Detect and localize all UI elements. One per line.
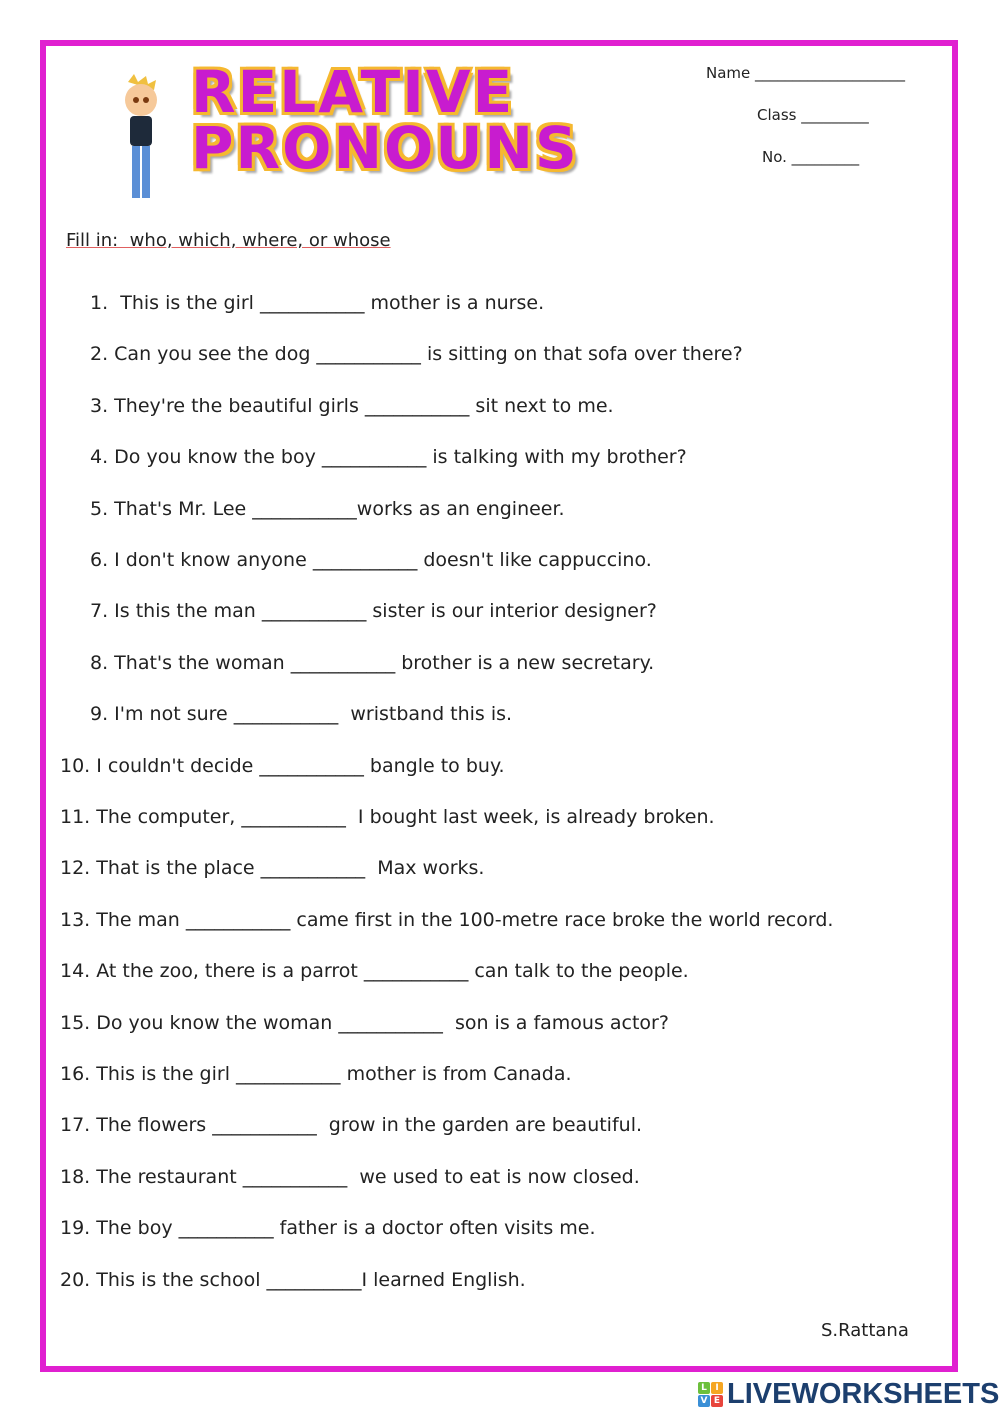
question-8: 8. That's the woman ___________ brother is a new secretary.: [90, 651, 655, 674]
question-11: 11. The computer, ___________ I bought last week, is already broken.: [60, 806, 715, 828]
question-9: 9. I'm not sure ___________ wristband this is.: [90, 703, 513, 726]
instruction: Fill in: who, which, where, or whose: [66, 230, 391, 251]
question-1: 1. This is the girl ___________ mother is a nurse.: [90, 292, 545, 314]
question-17: 17. The flowers ___________ grow in the garden are beautiful.: [60, 1114, 643, 1137]
question-12: 12. That is the place ___________ Max works.: [60, 857, 485, 880]
question-20: 20. This is the school __________I learned English.: [60, 1268, 526, 1291]
cartoon-boy-icon: [116, 74, 166, 204]
question-4: 4. Do you know the boy ___________ is talking with my brother?: [90, 446, 687, 469]
logo-letter: V: [698, 1395, 710, 1407]
name-field[interactable]: Name ____________________: [706, 64, 906, 82]
question-2: 2. Can you see the dog ___________ is sitting on that sofa over there?: [90, 343, 743, 366]
question-14: 14. At the zoo, there is a parrot ___________ can talk to the people.: [60, 960, 689, 983]
question-19: 19. The boy __________ father is a doctor often visits me.: [60, 1217, 596, 1240]
question-6: 6. I don't know anyone ___________ doesn't like cappuccino.: [90, 549, 652, 571]
worksheet-frame: [40, 40, 958, 1372]
question-5: 5. That's Mr. Lee ___________works as an engineer.: [90, 497, 565, 520]
title-line-2: PRONOUNS: [191, 114, 579, 182]
class-field[interactable]: Class _________: [757, 106, 869, 124]
question-18: 18. The restaurant ___________ we used to eat is now closed.: [60, 1165, 640, 1188]
number-field[interactable]: No. _________: [762, 148, 860, 166]
question-15: 15. Do you know the woman ___________ son is a famous actor?: [60, 1011, 669, 1034]
liveworksheets-brand: [698, 1378, 999, 1411]
author: S.Rattana: [821, 1320, 909, 1341]
logo-letter: I: [711, 1382, 723, 1394]
brand-name: LIVEWORKSHEETS: [727, 1378, 1000, 1410]
question-3: 3. They're the beautiful girls ___________ sit next to me.: [90, 394, 614, 417]
liveworksheets-logo-icon: [698, 1382, 723, 1407]
question-16: 16. This is the girl ___________ mother is from Canada.: [60, 1063, 572, 1085]
question-13: 13. The man ___________ came first in the 100-metre race broke the world record.: [60, 908, 834, 931]
logo-letter: E: [711, 1395, 723, 1407]
question-10: 10. I couldn't decide ___________ bangle to buy.: [60, 754, 505, 777]
logo-letter: L: [698, 1382, 710, 1394]
question-7: 7. Is this the man ___________ sister is our interior designer?: [90, 600, 657, 623]
title-line-1: RELATIVE: [191, 58, 515, 126]
worksheet-title: [191, 58, 579, 182]
